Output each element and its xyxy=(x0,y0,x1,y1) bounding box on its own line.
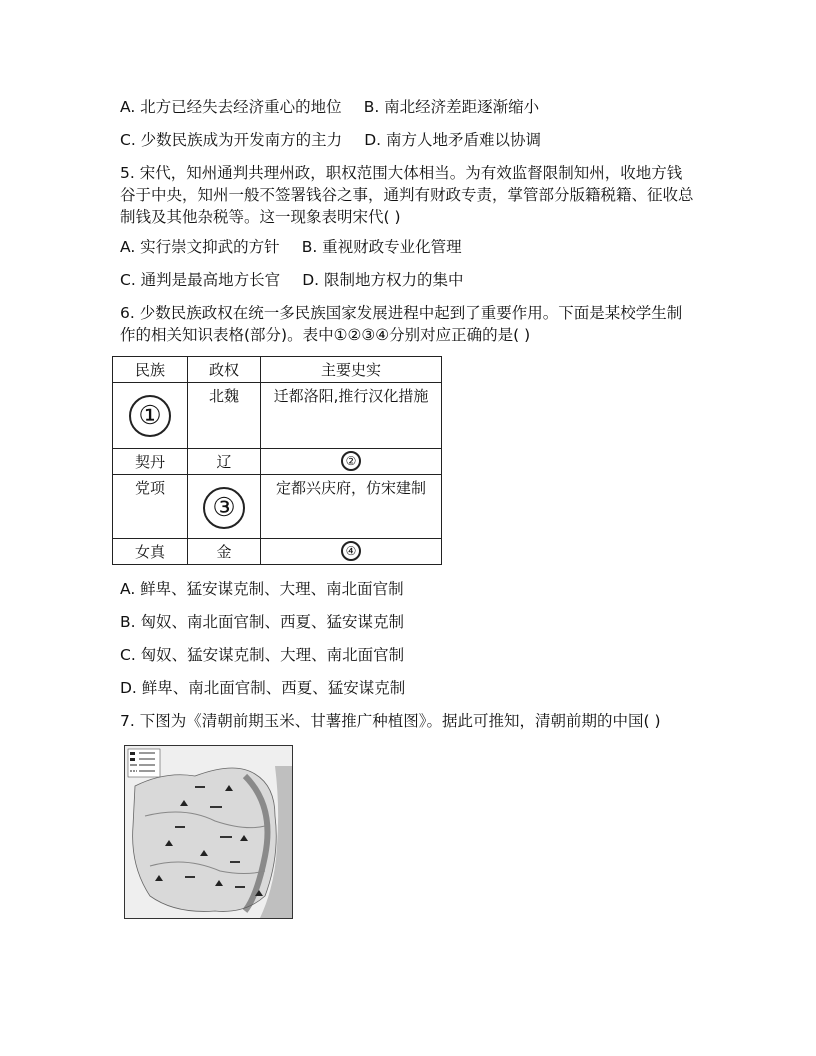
q4-options-row1 xyxy=(120,96,539,118)
q5-options-row1 xyxy=(120,236,462,258)
cell-nation: 女真 xyxy=(113,539,188,565)
cell-fact xyxy=(261,449,442,475)
cell-nation: 契丹 xyxy=(113,449,188,475)
cell-regime: 金 xyxy=(188,539,261,565)
cell-regime: 辽 xyxy=(188,449,261,475)
q5-option-b: B. 重视财政专业化管理 xyxy=(301,238,462,256)
q5-option-a: A. 实行崇文抑武的方针 xyxy=(120,238,280,256)
blank-marker-3: ③ xyxy=(203,487,245,529)
header-fact: 主要史实 xyxy=(261,357,442,383)
q4-option-c: C. 少数民族成为开发南方的主力 xyxy=(120,131,343,149)
table-row xyxy=(113,475,442,539)
q5-stem-line1: 5. 宋代，知州通判共理州政，职权范围大体相当。为有效监督限制知州，收地方钱 xyxy=(120,164,683,182)
table-row xyxy=(113,449,442,475)
q5-options-row2 xyxy=(120,269,463,291)
table-row xyxy=(113,383,442,449)
cell-regime xyxy=(188,475,261,539)
cell-nation: 党项 xyxy=(113,475,188,539)
q5-option-c: C. 通判是最高地方长官 xyxy=(120,271,281,289)
cell-fact: 定都兴庆府，仿宋建制 xyxy=(261,475,442,539)
cell-regime: 北魏 xyxy=(188,383,261,449)
q6-option-a: A. 鲜卑、猛安谋克制、大理、南北面官制 xyxy=(120,580,404,598)
q5-option-d: D. 限制地方权力的集中 xyxy=(302,271,464,289)
blank-marker-2: ② xyxy=(341,451,361,471)
cell-fact xyxy=(261,539,442,565)
q6-option-b: B. 匈奴、南北面官制、西夏、猛安谋克制 xyxy=(120,613,404,631)
q4-option-d: D. 南方人地矛盾难以协调 xyxy=(364,131,541,149)
blank-marker-4: ④ xyxy=(341,541,361,561)
q6-knowledge-table xyxy=(112,356,442,565)
map-illustration xyxy=(125,746,292,918)
header-nation: 民族 xyxy=(113,357,188,383)
blank-marker-1: ① xyxy=(129,395,171,437)
q5-stem-line3: 制钱及其他杂税等。这一现象表明宋代( ) xyxy=(120,208,401,226)
q6-stem-line2: 作的相关知识表格(部分)。表中①②③④分别对应正确的是( ) xyxy=(120,326,531,344)
header-regime: 政权 xyxy=(188,357,261,383)
table-header-row xyxy=(113,357,442,383)
q4-option-a: A. 北方已经失去经济重心的地位 xyxy=(120,98,342,116)
q4-option-b: B. 南北经济差距逐渐缩小 xyxy=(363,98,540,116)
q6-stem-line1: 6. 少数民族政权在统一多民族国家发展进程中起到了重要作用。下面是某校学生制 xyxy=(120,304,683,322)
cell-fact: 迁都洛阳,推行汉化措施 xyxy=(261,383,442,449)
q4-options-row2 xyxy=(120,129,541,151)
q6-option-c: C. 匈奴、猛安谋克制、大理、南北面官制 xyxy=(120,646,405,664)
q6-option-d: D. 鲜卑、南北面官制、西夏、猛安谋克制 xyxy=(120,679,406,697)
cell-nation xyxy=(113,383,188,449)
q5-stem-line2: 谷于中央，知州一般不签署钱谷之事，通判有财政专责，掌管部分版籍税籍、征收总 xyxy=(120,186,694,204)
table-row xyxy=(113,539,442,565)
qing-crop-map-image xyxy=(124,745,293,919)
q7-stem: 7. 下图为《清朝前期玉米、甘薯推广种植图》。据此可推知，清朝前期的中国( ) xyxy=(120,712,661,730)
